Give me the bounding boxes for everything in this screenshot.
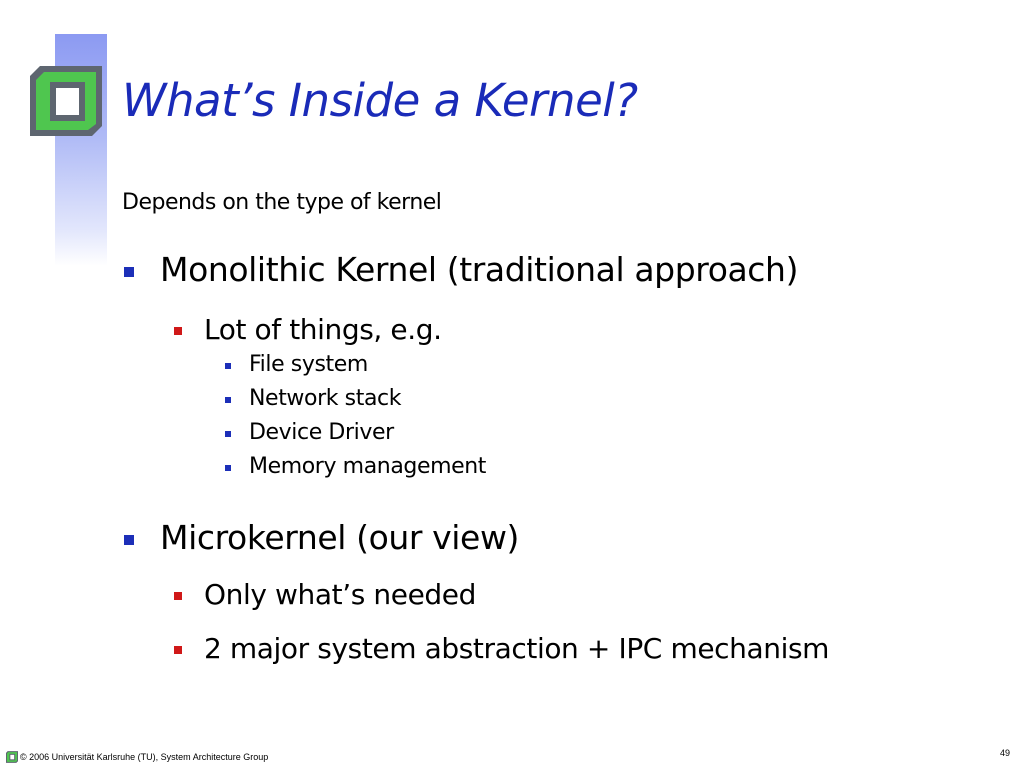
bullet-text: Lot of things, e.g. — [204, 313, 442, 346]
square-bullet-icon — [124, 535, 134, 545]
square-bullet-icon — [174, 327, 182, 335]
slide-title: What’s Inside a Kernel? — [122, 74, 638, 127]
slide-subtitle: Depends on the type of kernel — [122, 190, 442, 215]
bullet-text: Memory management — [249, 454, 487, 479]
bullet-text: Microkernel (our view) — [160, 518, 520, 557]
square-bullet-icon — [174, 592, 182, 600]
square-bullet-icon — [225, 465, 231, 471]
square-bullet-icon — [124, 267, 134, 277]
bullet-text: Only what’s needed — [204, 578, 476, 611]
bullet-text: Monolithic Kernel (traditional approach) — [160, 250, 799, 289]
bullet-network-stack — [249, 386, 401, 411]
bullet-monolithic-kernel — [160, 250, 798, 289]
bullet-microkernel — [160, 518, 519, 557]
square-bullet-icon — [225, 363, 231, 369]
bullet-system-abstraction — [204, 632, 829, 665]
bullet-memory-management — [249, 454, 486, 479]
bullet-text: 2 major system abstraction + IPC mechanism — [204, 632, 830, 665]
bullet-text: File system — [249, 352, 368, 377]
bullet-text: Network stack — [249, 386, 402, 411]
footer-copyright: © 2006 Universität Karlsruhe (TU), System Architecture Group — [20, 752, 269, 762]
bullet-only-whats-needed — [204, 578, 476, 611]
bullet-file-system — [249, 352, 368, 377]
bullet-text: Device Driver — [249, 420, 394, 445]
bullet-lot-of-things — [204, 313, 442, 346]
bullet-device-driver — [249, 420, 394, 445]
square-bullet-icon — [174, 646, 182, 654]
square-bullet-icon — [225, 431, 231, 437]
square-bullet-icon — [225, 397, 231, 403]
page-number: 49 — [999, 748, 1010, 758]
university-logo-icon — [30, 66, 102, 136]
university-logo-small-icon — [6, 751, 18, 763]
